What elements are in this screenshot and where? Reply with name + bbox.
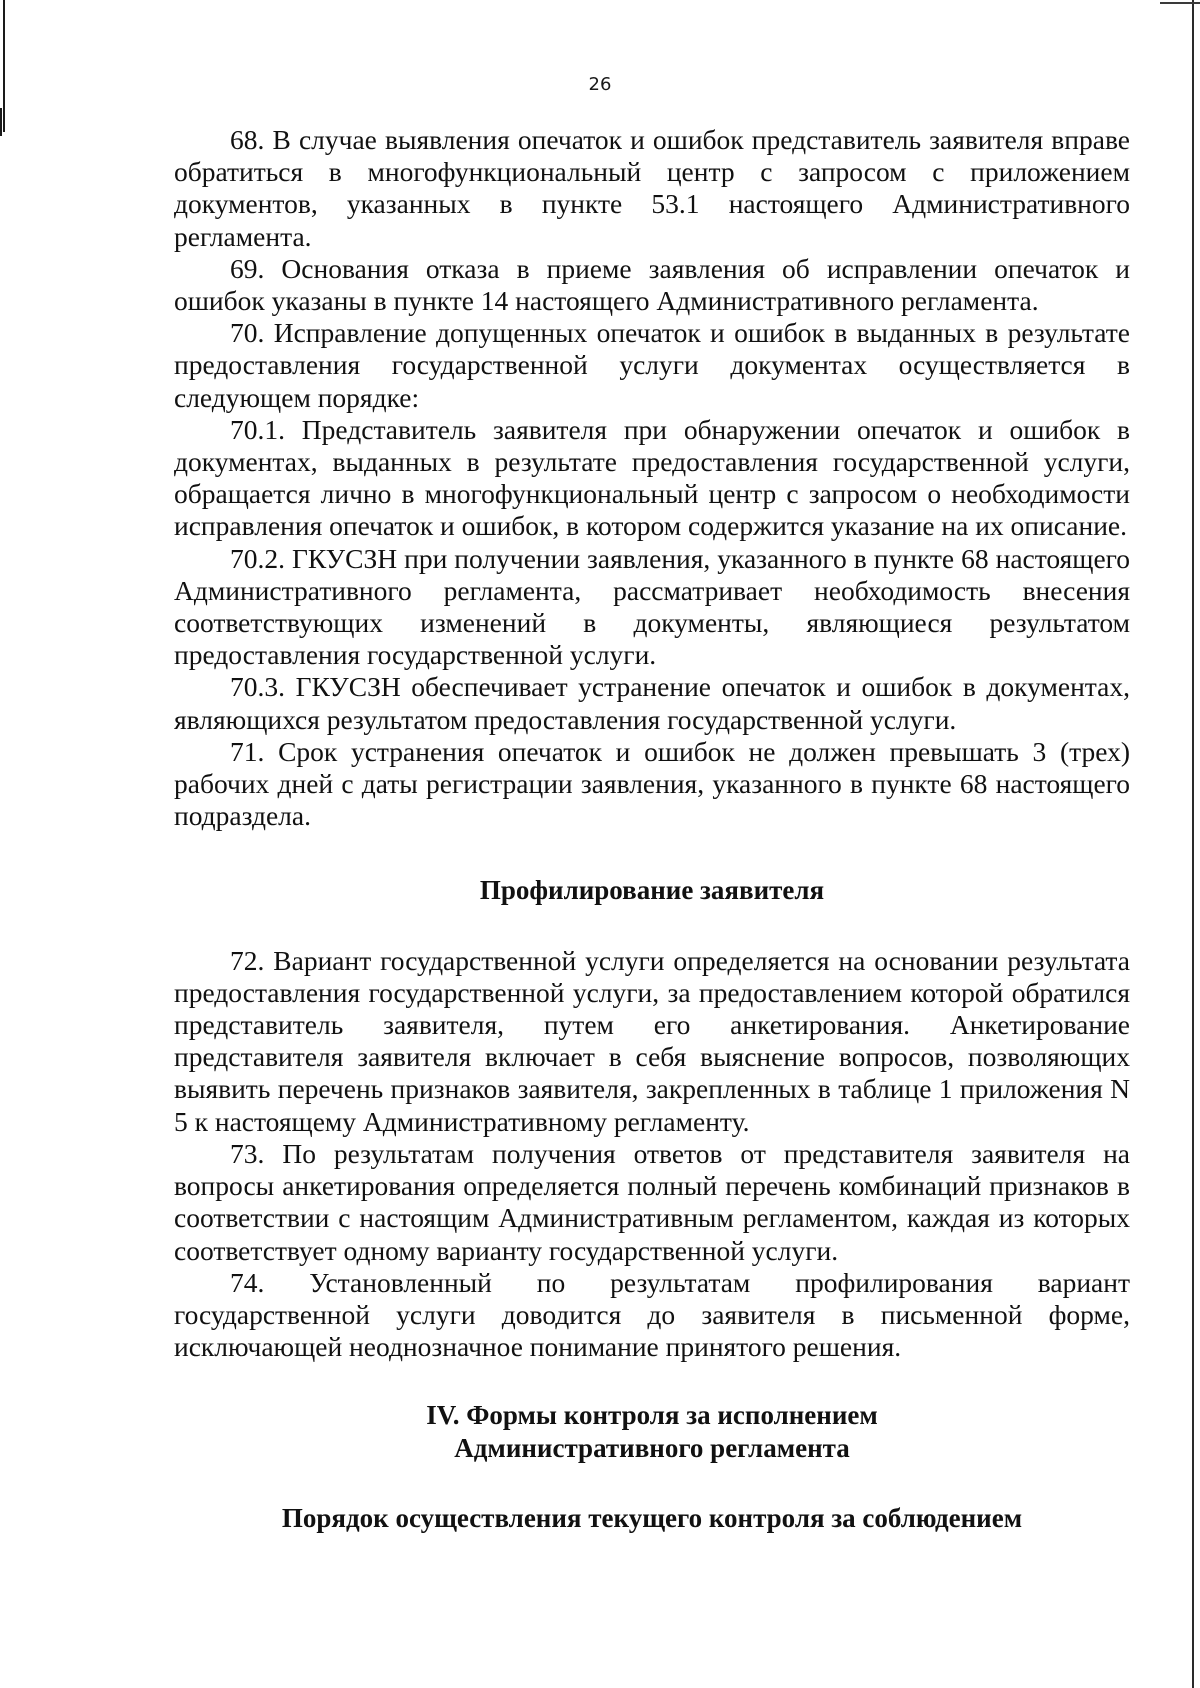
heading-current-control: Порядок осуществления текущего контроля за соблюдением [281,1502,1023,1533]
scan-edge-left [3,0,5,132]
page-number: 26 [588,74,612,95]
paragraph-73: 73. По результатам получения ответов от представителя заявителя на вопросы анкетирования определяется полный перечень комбинаций признаков в соответствии с настоящим Административным регламентом, каждая из которых соответствует одному варианту государственной услуги. [174,1137,1130,1266]
heading-section-iv-line1: IV. Формы контроля за исполнением [426,1400,878,1431]
heading-section-iv-line2: Административного регламента [454,1432,850,1463]
heading-profiling: Профилирование заявителя [479,875,825,906]
paragraph-70: 70. Исправление допущенных опечаток и ошибок в выданных в результате предоставления государственной услуги документах осуществляется в следующем порядке: [174,317,1130,413]
scan-edge-left-mark [0,108,2,136]
paragraph-70-1: 70.1. Представитель заявителя при обнаружении опечаток и ошибок в документах, выданных в результате предоставления государственной услуги, обращается лично в многофункциональный центр с запросом о необходимости исправления опечаток и ошибок, в котором содержится указание на их описание. [174,413,1130,542]
paragraph-71: 71. Срок устранения опечаток и ошибок не должен превышать 3 (трех) рабочих дней с даты регистрации заявления, указанного в пункте 68 настоящего подраздела. [174,735,1130,832]
document-body [174,124,1130,1534]
paragraph-68: 68. В случае выявления опечаток и ошибок представитель заявителя вправе обратиться в многофункциональный центр с запросом с приложением документов, указанных в пункте 53.1 настоящего Административного регламента. [174,124,1130,252]
paragraph-74: 74. Установленный по результатам профилирования вариант государственной услуги доводится до заявителя в письменной форме, исключающей неоднозначное понимание принятого решения. [174,1266,1130,1363]
paragraph-70-2: 70.2. ГКУСЗН при получении заявления, указанного в пункте 68 настоящего Административного регламента, рассматривает необходимость внесения соответствующих изменений в документы, являющиеся результатом предоставления государственной услуги. [174,542,1130,671]
scan-edge-right [1192,0,1194,1688]
paragraph-72: 72. Вариант государственной услуги определяется на основании результата предоставления государственной услуги, за предоставлением которой обратился представитель заявителя, путем его анкетирования. Анкетирование представителя заявителя включает в себя выяснение вопросов, позволяющих выявить перечень признаков заявителя, закрепленных в таблице 1 приложения N 5 к настоящему Административному регламенту. [174,944,1130,1137]
paragraph-69: 69. Основания отказа в приеме заявления об исправлении опечаток и ошибок указаны в пункте 14 настоящего Административного регламента. [174,252,1130,317]
paragraph-70-3: 70.3. ГКУСЗН обеспечивает устранение опечаток и ошибок в документах, являющихся результатом предоставления государственной услуги. [174,671,1130,735]
scan-edge-top [1160,2,1200,4]
